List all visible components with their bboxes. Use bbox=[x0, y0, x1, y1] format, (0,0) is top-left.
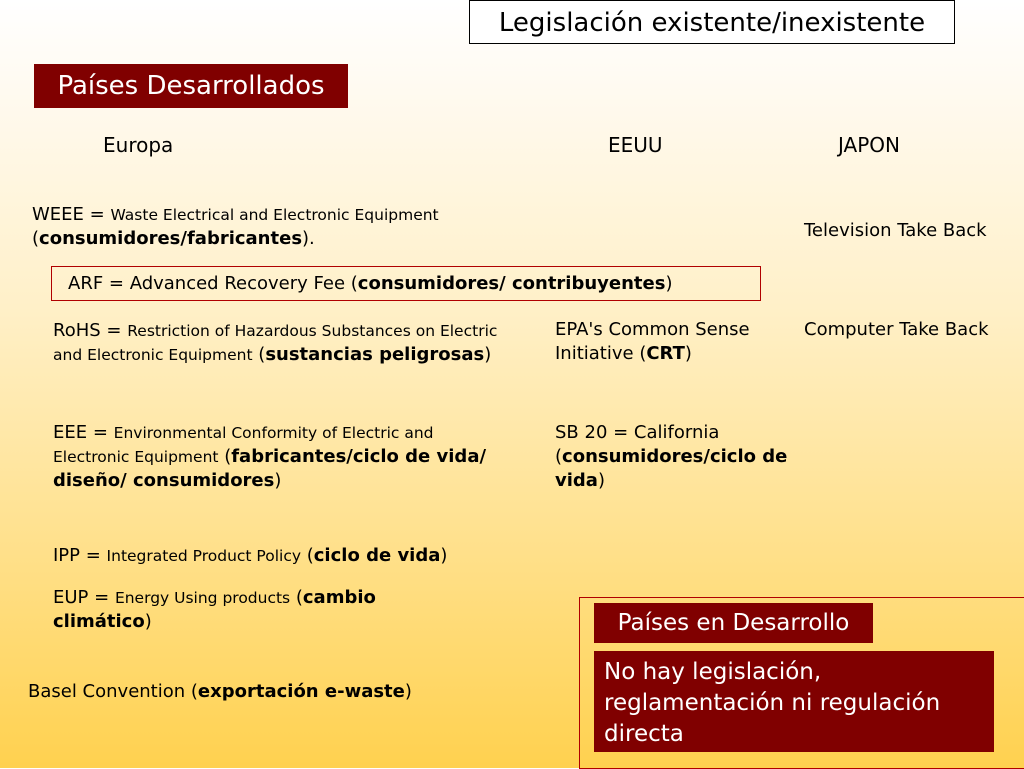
rohs-full: Restriction of Hazardous Substances on Electric and Electronic Equipment bbox=[53, 322, 498, 364]
weee-close: ). bbox=[302, 228, 315, 249]
arf-close: ) bbox=[665, 273, 673, 294]
ipp-bold: ciclo de vida bbox=[313, 545, 441, 566]
basel-text: Basel Convention ( bbox=[28, 681, 198, 702]
rohs-close: ) bbox=[484, 344, 492, 365]
column-header-europa: Europa bbox=[103, 133, 174, 157]
eee-open: ( bbox=[218, 446, 232, 467]
eee-item bbox=[53, 421, 503, 493]
epa-text: EPA's Common Sense Initiative ( bbox=[555, 319, 750, 364]
weee-item bbox=[32, 203, 502, 251]
rohs-open: ( bbox=[252, 344, 266, 365]
no-legislation-note: No hay legislación, reglamentación ni regulación directa bbox=[594, 651, 994, 752]
column-header-japon: JAPON bbox=[838, 133, 900, 157]
sb20-bold: consumidores/ciclo de vida bbox=[555, 446, 788, 491]
basel-close: ) bbox=[404, 681, 412, 702]
epa-close: ) bbox=[684, 343, 692, 364]
television-take-back: Television Take Back bbox=[804, 220, 987, 241]
ipp-close: ) bbox=[440, 545, 448, 566]
ipp-full: Integrated Product Policy bbox=[106, 547, 302, 565]
ipp-acronym: IPP = bbox=[53, 545, 107, 566]
eee-acronym: EEE = bbox=[53, 422, 114, 443]
epa-item bbox=[555, 318, 795, 366]
sb20-close: ) bbox=[597, 470, 605, 491]
ipp-item bbox=[53, 544, 523, 568]
arf-text: ARF = Advanced Recovery Fee ( bbox=[68, 273, 358, 294]
ipp-open: ( bbox=[301, 545, 314, 566]
weee-full: Waste Electrical and Electronic Equipment bbox=[110, 206, 439, 224]
basel-bold: exportación e-waste bbox=[197, 681, 405, 702]
weee-open: ( bbox=[32, 228, 40, 249]
computer-take-back: Computer Take Back bbox=[804, 319, 989, 340]
eup-item bbox=[53, 586, 473, 634]
eup-close: ) bbox=[144, 611, 152, 632]
rohs-item bbox=[53, 319, 503, 367]
eee-bold: fabricantes/ciclo de vida/ diseño/ consumidores bbox=[53, 446, 487, 491]
rohs-acronym: RoHS = bbox=[53, 320, 128, 341]
basel-item bbox=[28, 680, 508, 704]
slide-title: Legislación existente/inexistente bbox=[469, 0, 955, 44]
arf-item bbox=[51, 266, 761, 301]
eup-acronym: EUP = bbox=[53, 587, 115, 608]
eee-close: ) bbox=[274, 470, 282, 491]
eup-open: ( bbox=[290, 587, 303, 608]
weee-bold: consumidores/fabricantes bbox=[39, 228, 303, 249]
eee-full: Environmental Conformity of Electric and Electronic Equipment bbox=[53, 424, 434, 466]
arf-bold: consumidores/ contribuyentes bbox=[357, 273, 666, 294]
epa-bold: CRT bbox=[646, 343, 685, 364]
eup-bold: cambio climático bbox=[53, 587, 376, 632]
developing-countries-label: Países en Desarrollo bbox=[594, 603, 873, 643]
sb20-text: SB 20 = California ( bbox=[555, 422, 720, 467]
sb20-item bbox=[555, 421, 825, 493]
eup-full: Energy Using products bbox=[114, 589, 291, 607]
developed-countries-label: Países Desarrollados bbox=[34, 64, 348, 108]
column-header-eeuu: EEUU bbox=[608, 133, 663, 157]
weee-acronym: WEEE = bbox=[32, 204, 111, 225]
rohs-bold: sustancias peligrosas bbox=[265, 344, 485, 365]
